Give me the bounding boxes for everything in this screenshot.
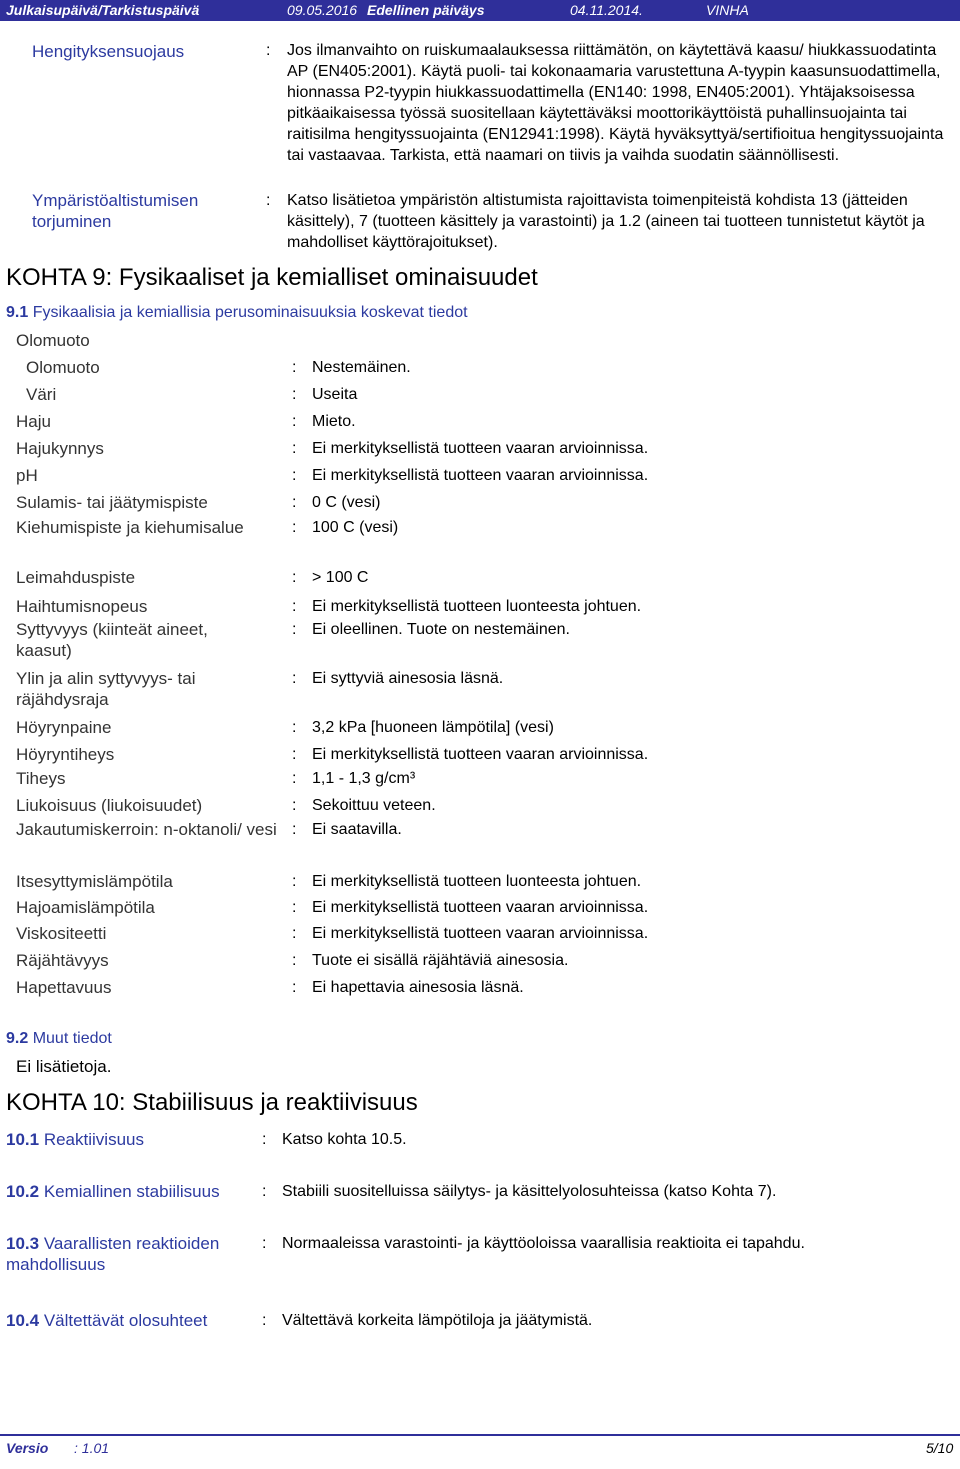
appearance-group-label: Olomuoto (16, 331, 90, 350)
property-label: Höyrynpaine (16, 718, 112, 737)
environmental-exposure-text: Katso lisätietoa ympäristön altistumista rajoittavista toimenpiteistä kohdista 13 (jätteiden käsittely), 7 (tuotteen käsittely ja varastointi) ja 1.2 (aineen tai tuotteen tunnistetut käytöt ja mahdolliset käyttörajoitukset). (287, 192, 925, 251)
property-value: Tuote ei sisällä räjähtäviä ainesosia. (312, 952, 569, 969)
subsection-value: Katso kohta 10.5. (282, 1131, 407, 1148)
subsection-label (6, 1310, 246, 1331)
property-label: Hajoamislämpötila (16, 898, 155, 917)
separator: : (262, 1235, 267, 1252)
property-label: Syttyvyys (kiinteät aineet, kaasut) (16, 620, 208, 660)
property-value: Mieto. (312, 413, 356, 430)
product-name: VINHA (706, 2, 749, 18)
other-info-text: Ei lisätietoja. (16, 1057, 112, 1076)
issue-date-label: Julkaisupäivä/Tarkistuspäivä (6, 2, 200, 18)
property-label: Itsesyttymislämpötila (16, 872, 173, 891)
property-value: Ei syttyviä ainesosia läsnä. (312, 670, 504, 687)
subsection-9-2 (6, 1030, 112, 1048)
subsection-title: Muut tiedot (32, 1030, 112, 1047)
respiratory-protection-label: Hengityksensuojaus (32, 42, 185, 61)
property-value: Useita (312, 386, 358, 403)
subsection-number: 10.1 (6, 1130, 40, 1149)
subsection-value: Normaaleissa varastointi- ja käyttöoloissa vaarallisia reaktioita ei tapahdu. (282, 1235, 805, 1252)
separator: : (262, 1312, 267, 1329)
property-value: Ei merkityksellistä tuotteen vaaran arvioinnissa. (312, 440, 649, 457)
property-label: Sulamis- tai jäätymispiste (16, 493, 208, 512)
subsection-title: Vältettävät olosuhteet (43, 1311, 208, 1330)
separator: : (292, 467, 297, 484)
separator: : (292, 797, 297, 814)
separator: : (292, 770, 297, 787)
page-number: 5/10 (926, 1440, 954, 1456)
separator: : (292, 873, 297, 890)
document-footer (0, 1434, 960, 1458)
respiratory-protection-text: Jos ilmanvaihto on ruiskumaalauksessa riittämätön, on käytettävä kaasu/ hiukkassuodatinta AP (EN405:2001). Käytä puoli- tai kokonaamaria varustettuna A-tyypin kaasunsuodattimella, hionnassa P2-tyypin hiukkassuodattimella (EN140: 1998, EN405:2001). Yhtäjaksoisessa pitkäaikaisessa työssä suositellaan käytettäväksi moottorikäyttöistä puhallinsuojainta tai raitisilma hengityssuojainta (EN12941:1998). Käytä hyväksyttyä/sertifioitua hengityssuojainta tai vastaavaa. Tarkista, että naamari on tiivis ja vaihda suodatin säännöllisesti. (287, 42, 944, 164)
previous-date-label: Edellinen päiväys (367, 2, 485, 18)
subsection-label (6, 1129, 246, 1150)
property-value: Nestemäinen. (312, 359, 411, 376)
subsection-title: Reaktiivisuus (43, 1130, 144, 1149)
separator: : (292, 519, 297, 536)
property-label: Ylin ja alin syttyvyys- tai räjähdysraja (16, 669, 196, 709)
property-label: pH (16, 466, 38, 485)
subsection-number: 10.4 (6, 1311, 40, 1330)
subsection-number: 10.2 (6, 1182, 40, 1201)
separator: : (292, 719, 297, 736)
property-label: Haju (16, 412, 51, 431)
property-label: Liukoisuus (liukoisuudet) (16, 796, 203, 815)
separator: : (292, 899, 297, 916)
separator: : (292, 925, 297, 942)
property-value: Ei hapettavia ainesosia läsnä. (312, 979, 524, 996)
separator: : (292, 413, 297, 430)
property-label: Olomuoto (26, 358, 100, 377)
separator: : (292, 979, 297, 996)
property-value: Ei saatavilla. (312, 821, 402, 838)
separator: : (292, 952, 297, 969)
section-9-title: KOHTA 9: Fysikaaliset ja kemialliset ominaisuudet (6, 264, 538, 291)
subsection-number: 10.3 (6, 1234, 40, 1253)
property-label: Höyryntiheys (16, 745, 115, 764)
separator: : (266, 192, 271, 209)
environmental-exposure-label-2: torjuminen (32, 212, 112, 231)
environmental-exposure-label-1: Ympäristöaltistumisen (32, 191, 199, 210)
separator: : (292, 494, 297, 511)
property-value: 3,2 kPa [huoneen lämpötila] (vesi) (312, 719, 554, 736)
property-label: Hajukynnys (16, 439, 104, 458)
separator: : (292, 598, 297, 615)
separator: : (292, 746, 297, 763)
issue-date: 09.05.2016 (287, 2, 358, 18)
separator: : (292, 670, 297, 687)
property-value: 1,1 - 1,3 g/cm³ (312, 770, 416, 787)
property-value: Ei merkityksellistä tuotteen vaaran arvioinnissa. (312, 899, 649, 916)
separator: : (292, 440, 297, 457)
separator: : (292, 821, 297, 838)
property-value: Ei merkityksellistä tuotteen vaaran arvioinnissa. (312, 467, 649, 484)
separator: : (292, 359, 297, 376)
separator: : (262, 1131, 267, 1148)
section-10-title: KOHTA 10: Stabiilisuus ja reaktiivisuus (6, 1089, 418, 1116)
subsection-label (6, 1181, 246, 1202)
subsection-value: Stabiili suositelluissa säilytys- ja käsittelyolosuhteissa (katso Kohta 7). (282, 1183, 777, 1200)
property-value: Ei merkityksellistä tuotteen luonteesta johtuen. (312, 598, 642, 615)
property-label: Väri (26, 385, 57, 404)
subsection-value: Vältettävä korkeita lämpötiloja ja jäätymistä. (282, 1312, 593, 1329)
property-value: 0 C (vesi) (312, 494, 381, 511)
version-label: Versio (6, 1440, 49, 1456)
separator: : (262, 1183, 267, 1200)
separator: : (266, 42, 271, 59)
property-value: > 100 C (312, 569, 369, 586)
previous-date: 04.11.2014. (570, 2, 643, 18)
subsection-number: 9.2 (6, 1030, 29, 1047)
separator: : (292, 621, 297, 638)
property-label: Tiheys (16, 769, 66, 788)
subsection-number: 9.1 (6, 304, 29, 321)
property-label: Räjähtävyys (16, 951, 109, 970)
property-value: Ei merkityksellistä tuotteen luonteesta johtuen. (312, 873, 642, 890)
property-value: Sekoittuu veteen. (312, 797, 436, 814)
document-header (0, 0, 960, 21)
property-label: Hapettavuus (16, 978, 112, 997)
property-value: Ei oleellinen. Tuote on nestemäinen. (312, 621, 570, 638)
subsection-title: Kemiallinen stabiilisuus (43, 1182, 220, 1201)
version-value: : 1.01 (74, 1440, 110, 1456)
property-value: 100 C (vesi) (312, 519, 399, 536)
property-value: Ei merkityksellistä tuotteen vaaran arvioinnissa. (312, 746, 649, 763)
property-label: Viskositeetti (16, 924, 107, 943)
property-label: Jakautumiskerroin: n-oktanoli/ vesi (16, 820, 277, 839)
subsection-label (6, 1233, 246, 1275)
separator: : (292, 569, 297, 586)
subsection-9-1 (6, 304, 468, 322)
property-label: Leimahduspiste (16, 568, 136, 587)
subsection-title: Vaarallisten reaktioiden mahdollisuus (6, 1234, 220, 1274)
property-label: Haihtumisnopeus (16, 597, 148, 616)
property-value: Ei merkityksellistä tuotteen vaaran arvioinnissa. (312, 925, 649, 942)
subsection-title: Fysikaalisia ja kemiallisia perusominaisuuksia koskevat tiedot (32, 304, 468, 321)
property-label: Kiehumispiste ja kiehumisalue (16, 518, 244, 537)
separator: : (292, 386, 297, 403)
